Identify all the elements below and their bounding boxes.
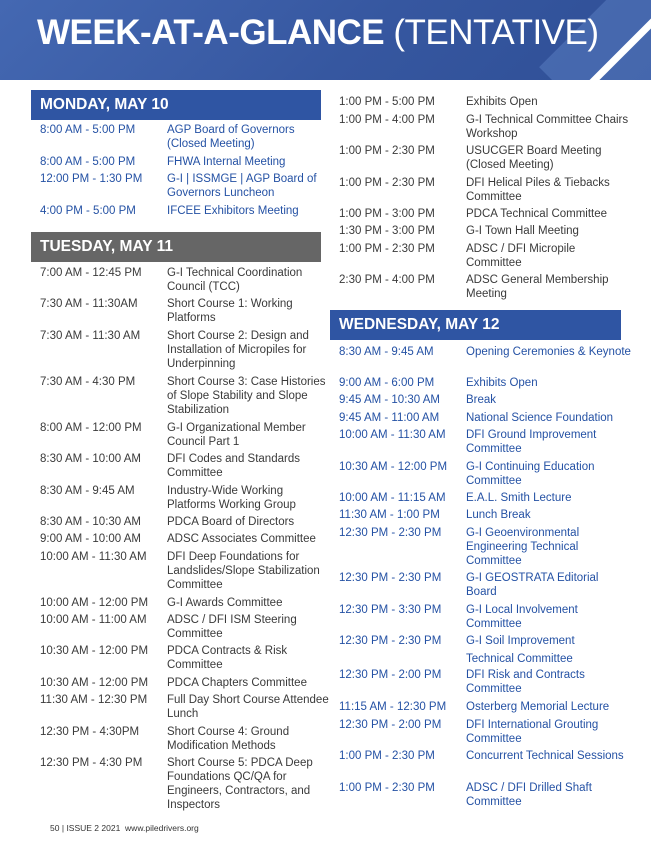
page-title [37, 13, 599, 53]
row-event: Opening Ceremonies & Keynote [466, 346, 631, 358]
row-time: 2:30 PM - 4:00 PM [339, 274, 435, 286]
row-time: 8:00 AM - 5:00 PM [40, 156, 136, 168]
row-time: 8:00 AM - 12:00 PM [40, 422, 142, 434]
row-event: IFCEE Exhibitors Meeting [167, 205, 299, 217]
row-event: Exhibits Open [466, 96, 538, 108]
row-time: 7:30 AM - 11:30AM [40, 298, 138, 310]
row-event: G-I Technical Committee Chairs Workshop [466, 114, 629, 140]
row-time: 1:00 PM - 2:30 PM [339, 145, 435, 157]
row-time: 8:30 AM - 9:45 AM [40, 485, 135, 497]
row-event: Short Course 1: Working Platforms [167, 298, 293, 324]
row-event: G-I Organizational Member Council Part 1 [167, 422, 306, 448]
row-event: Short Course 5: PDCA Deep Foundations QC/QA for Engineers, Contractors, and Inspectors [167, 757, 313, 811]
row-event: DFI Risk and Contracts Committee [466, 669, 585, 695]
row-event: ADSC / DFI ISM Steering Committee [167, 614, 297, 640]
row-time: 12:30 PM - 3:30 PM [339, 604, 442, 616]
title-light: (TENTATIVE) [393, 13, 599, 52]
row-event: G-I Local Involvement Committee [466, 604, 578, 630]
row-time: 12:30 PM - 4:30PM [40, 726, 140, 738]
row-time: 11:30 AM - 12:30 PM [40, 694, 148, 706]
row-event: G-I Technical Coordination Council (TCC) [167, 267, 303, 293]
row-time: 10:30 AM - 12:00 PM [339, 461, 448, 473]
row-time: 1:00 PM - 2:30 PM [339, 782, 435, 794]
row-time: 12:00 PM - 1:30 PM [40, 173, 143, 185]
row-time: 1:00 PM - 2:30 PM [339, 750, 435, 762]
row-event: E.A.L. Smith Lecture [466, 492, 572, 504]
row-time: 8:30 AM - 10:30 AM [40, 516, 142, 528]
row-time: 1:00 PM - 2:30 PM [339, 177, 435, 189]
row-time: 12:30 PM - 2:30 PM [339, 635, 442, 647]
row-event: Full Day Short Course Attendee Lunch [167, 694, 329, 720]
row-time: 10:00 AM - 11:30 AM [40, 551, 147, 563]
row-time: 10:00 AM - 12:00 PM [40, 597, 149, 609]
row-event: Technical Committee [466, 653, 573, 665]
row-time: 9:45 AM - 11:00 AM [339, 412, 440, 424]
row-event: DFI Ground Improvement Committee [466, 429, 597, 455]
row-time: 7:00 AM - 12:45 PM [40, 267, 142, 279]
row-event: G-I Awards Committee [167, 597, 283, 609]
row-time: 10:00 AM - 11:00 AM [40, 614, 147, 626]
wednesday-header: WEDNESDAY, MAY 12 [330, 310, 621, 340]
row-event: PDCA Contracts & Risk Committee [167, 645, 288, 671]
row-time: 1:00 PM - 5:00 PM [339, 96, 435, 108]
row-event: DFI Helical Piles & Tiebacks Committee [466, 177, 610, 203]
row-event: ADSC Associates Committee [167, 533, 316, 545]
row-event: G-I Geoenvironmental Engineering Technical Committee [466, 527, 580, 567]
row-event: PDCA Chapters Committee [167, 677, 307, 689]
row-event: ADSC / DFI Drilled Shaft Committee [466, 782, 592, 808]
row-time: 8:00 AM - 5:00 PM [40, 124, 136, 136]
row-event: DFI International Grouting Committee [466, 719, 599, 745]
row-time: 8:30 AM - 9:45 AM [339, 346, 434, 358]
row-time: 7:30 AM - 4:30 PM [40, 376, 136, 388]
row-event: Short Course 4: Ground Modification Methods [167, 726, 290, 752]
monday-header: MONDAY, MAY 10 [31, 90, 321, 120]
row-time: 4:00 PM - 5:00 PM [40, 205, 136, 217]
row-event: ADSC / DFI Micropile Committee [466, 243, 576, 269]
row-time: 10:00 AM - 11:30 AM [339, 429, 446, 441]
row-time: 12:30 PM - 4:30 PM [40, 757, 143, 769]
row-time: 7:30 AM - 11:30 AM [40, 330, 141, 342]
row-time: 9:00 AM - 6:00 PM [339, 377, 435, 389]
row-time: 1:00 PM - 3:00 PM [339, 208, 435, 220]
page-number: 50 [50, 823, 60, 833]
row-event: G-I GEOSTRATA Editorial Board [466, 572, 599, 598]
page-banner [0, 0, 651, 80]
row-event: Exhibits Open [466, 377, 538, 389]
row-time: 11:15 AM - 12:30 PM [339, 701, 447, 713]
row-time: 1:00 PM - 2:30 PM [339, 243, 435, 255]
row-event: PDCA Board of Directors [167, 516, 295, 528]
row-time: 10:00 AM - 11:15 AM [339, 492, 446, 504]
row-event: G-I | ISSMGE | AGP Board of Governors Luncheon [167, 173, 317, 199]
row-event: G-I Soil Improvement [466, 635, 575, 647]
footer-separator: | [61, 823, 65, 833]
row-event: Short Course 3: Case Histories of Slope Stability and Slope Stabilization [167, 376, 326, 416]
row-event: Lunch Break [466, 509, 531, 521]
row-event: DFI Deep Foundations for Landslides/Slope Stabilization Committee [167, 551, 320, 591]
row-event: USUCGER Board Meeting (Closed Meeting) [466, 145, 602, 171]
row-event: Concurrent Technical Sessions [466, 750, 624, 762]
row-event: ADSC General Membership Meeting [466, 274, 609, 300]
row-event: PDCA Technical Committee [466, 208, 608, 220]
tuesday-header: TUESDAY, MAY 11 [31, 232, 321, 262]
row-time: 10:30 AM - 12:00 PM [40, 677, 149, 689]
row-time: 12:30 PM - 2:30 PM [339, 572, 442, 584]
row-time: 8:30 AM - 10:00 AM [40, 453, 142, 465]
row-event: Industry-Wide Working Platforms Working Group [167, 485, 296, 511]
row-event: DFI Codes and Standards Committee [167, 453, 300, 479]
row-time: 1:00 PM - 4:00 PM [339, 114, 435, 126]
title-bold: WEEK-AT-A-GLANCE [37, 13, 385, 52]
row-time: 10:30 AM - 12:00 PM [40, 645, 149, 657]
row-event: G-I Town Hall Meeting [466, 225, 579, 237]
row-time: 9:00 AM - 10:00 AM [40, 533, 142, 545]
row-time: 9:45 AM - 10:30 AM [339, 394, 441, 406]
row-time: 12:30 PM - 2:30 PM [339, 527, 442, 539]
row-event: G-I Continuing Education Committee [466, 461, 595, 487]
row-event: AGP Board of Governors (Closed Meeting) [167, 124, 295, 150]
row-time: 1:30 PM - 3:00 PM [339, 225, 435, 237]
row-time: 12:30 PM - 2:00 PM [339, 719, 442, 731]
row-event: Break [466, 394, 497, 406]
row-time: 12:30 PM - 2:00 PM [339, 669, 442, 681]
row-event: Short Course 2: Design and Installation of Micropiles for Underpinning [167, 330, 309, 370]
page-footer [50, 823, 199, 833]
row-time: 11:30 AM - 1:00 PM [339, 509, 440, 521]
row-event: Osterberg Memorial Lecture [466, 701, 610, 713]
website-link[interactable]: www.piledrivers.org [125, 823, 199, 833]
issue-label: ISSUE 2 2021 [66, 823, 121, 833]
row-event: FHWA Internal Meeting [167, 156, 286, 168]
row-event: National Science Foundation [466, 412, 614, 424]
